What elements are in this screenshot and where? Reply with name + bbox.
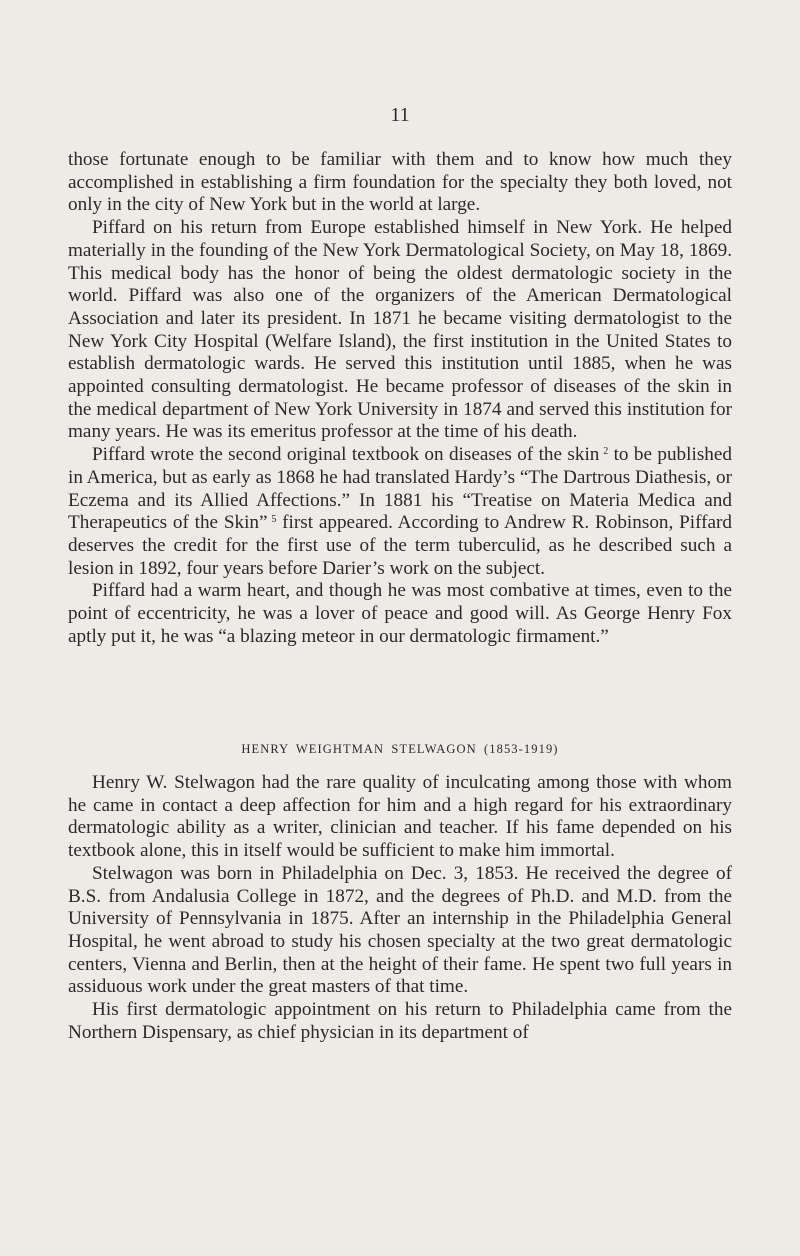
page-number: 11 (390, 104, 410, 126)
paragraph: those fortunate enough to be familiar with them and to know how much they accomplished in establishing a firm foundation for the specialty they both loved, not only in the city of New York but in the world at large. (68, 149, 732, 216)
paragraph: Piffard on his return from Europe established himself in New York. He helped materially in the founding of the New York Dermatological Society, on May 18, 1869. This medical body has the honor of being the oldest dermatologic society in the world. Piffard was also one of the organizers of the American Dermatological Association and later its president. In 1871 he became visiting dermatologist to the New York City Hospital (Welfare Island), the first institution in the United States to establish dermatologic wards. He served this institution until 1885, when he was appointed consulting dermatologist. He became professor of diseases of the skin in the medical department of New York University in 1874 and served this institution for many years. He was its emeritus professor at the time of his death. (68, 217, 732, 443)
paragraph-text: Piffard wrote the second original textbook on diseases of the skin (92, 444, 600, 466)
footnote-marker: 5 (271, 514, 277, 526)
paragraph: Henry W. Stelwagon had the rare quality of inculcating among those with whom he came in contact a deep affection for him and a high regard for his extraordinary dermatologic ability as a writer, clinician and teacher. If his fame depended on his textbook alone, this in itself would be sufficient to make him immortal. (68, 772, 732, 862)
text-block-stelwagon (68, 772, 732, 1044)
paragraph: His first dermatologic appointment on his return to Philadelphia came from the Northern Dispensary, as chief physician in its department of (68, 999, 732, 1043)
paragraph-text: first appeared. According to Andrew R. Robinson, Piffard deserves the credit for the first use of the term tuberculid, as he described such a lesion in 1892, four years before Darier’s work on the subject. (68, 512, 733, 579)
paragraph-text: to be published in America, but as early as 1868 he had translated Hardy’s “The Dartrous Diathesis, or Eczema and its Allied Affections.” In 1881 his “Treatise on Materia Medica and Therapeutics of the Skin” (68, 444, 732, 534)
section-heading: HENRY WEIGHTMAN STELWAGON (1853-1919) (241, 742, 559, 756)
paragraph (68, 444, 732, 580)
paragraph: Stelwagon was born in Philadelphia on Dec. 3, 1853. He received the degree of B.S. from Andalusia College in 1872, and the degrees of Ph.D. and M.D. from the University of Pennsylvania in 1875. After an internship in the Philadelphia General Hospital, he went abroad to study his chosen specialty at the two great dermatologic centers, Vienna and Berlin, then at the height of their fame. He spent two full years in assiduous work under the great masters of that time. (68, 862, 732, 998)
footnote-marker: 2 (603, 446, 609, 458)
text-block-piffard (68, 149, 732, 648)
paragraph: Piffard had a warm heart, and though he was most combative at times, even to the point of eccentricity, he was a lover of peace and good will. As George Henry Fox aptly put it, he was “a blazing meteor in our dermatologic firmament.” (68, 580, 732, 647)
